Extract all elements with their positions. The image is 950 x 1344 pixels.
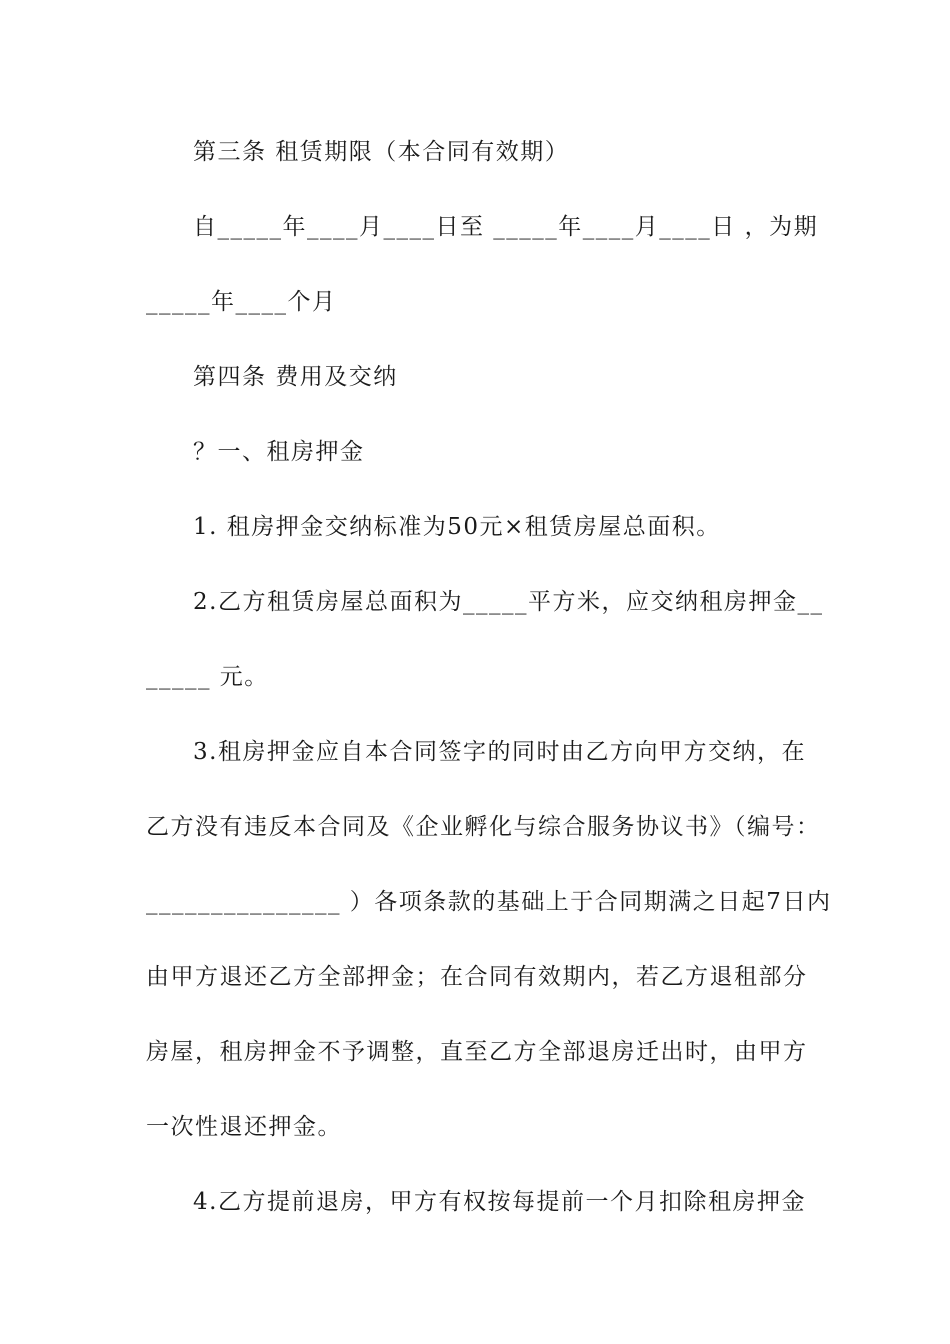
clause-3-line-2: 乙方没有违反本合同及《企业孵化与综合服务协议书》（编号： <box>146 814 821 840</box>
article-3-heading: 第三条 租赁期限（本合同有效期） <box>193 139 570 165</box>
lease-period-duration: _____年____个月 <box>146 289 337 315</box>
clause-3-line-5: 房屋，租房押金不予调整，直至乙方全部退房迁出时，由甲方 <box>146 1039 808 1065</box>
clause-3-line-4: 由甲方退还乙方全部押金；在合同有效期内，若乙方退租部分 <box>146 964 808 990</box>
article-4-heading: 第四条 费用及交纳 <box>193 364 398 390</box>
clause-2-line-1: 2.乙方租赁房屋总面积为_____平方米，应交纳租房押金__ <box>193 589 824 615</box>
lease-period-dates: 自_____年____月____日至 _____年____月____日 ，为期 <box>193 214 819 240</box>
clause-3-line-1: 3.租房押金应自本合同签字的同时由乙方向甲方交纳，在 <box>193 739 806 765</box>
clause-3-line-6: 一次性退还押金。 <box>146 1114 342 1140</box>
clause-4-line-1: 4.乙方提前退房，甲方有权按每提前一个月扣除租房押金 <box>193 1189 806 1215</box>
clause-2-line-2: _____ 元。 <box>146 664 269 690</box>
clause-1: 1. 租房押金交纳标准为50元×租赁房屋总面积。 <box>193 514 721 540</box>
clause-3-line-3: _______________ ）各项条款的基础上于合同期满之日起7日内 <box>146 889 832 915</box>
deposit-subheading: ？一、租房押金 <box>193 439 365 465</box>
